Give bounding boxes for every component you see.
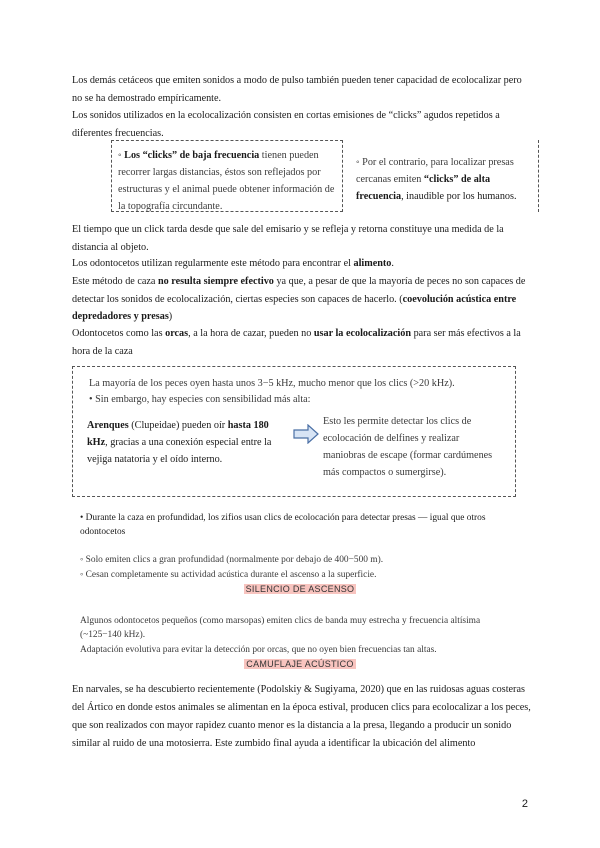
text: ) bbox=[168, 311, 173, 322]
camouflage-label-row bbox=[72, 657, 528, 672]
paragraph-food bbox=[72, 255, 532, 273]
fish-hearing-line: La mayoría de los peces oyen hasta unos 3−5 kHz, mucho menor que los clics (>20 kHz). bbox=[89, 378, 455, 389]
ascent-silence-note: ◦ Cesan completamente su actividad acústica durante el ascenso a la superficie. bbox=[80, 570, 377, 580]
porpoise-note: Algunos odontocetos pequeños (como marsopas) emiten clics de banda muy estrecha y frecuencia altísima (~125−140 kHz). bbox=[80, 616, 481, 640]
bullet: ◦ bbox=[118, 150, 122, 161]
text: para ser más efectivos a la hora de la caza bbox=[72, 328, 521, 357]
bold-term: alimento bbox=[353, 258, 392, 269]
bold-term: coevolución acústica entre depredadores y presas bbox=[72, 293, 517, 322]
silence-label-row bbox=[72, 582, 528, 597]
herring-text bbox=[87, 417, 283, 468]
escape-text: Esto les permite detectar los clics de ecolocación de delfines y realizar maniobras de escape (formar cardúmenes más compactos o sumergirse). bbox=[323, 416, 493, 478]
deep-clicks-note: ◦ Solo emiten clics a gran profundidad (normalmente por debajo de 400−500 m). bbox=[80, 555, 384, 565]
paragraph-method-effectiveness bbox=[72, 273, 532, 326]
high-frequency-box bbox=[352, 140, 539, 212]
bold-term: usar la ecolocalización bbox=[313, 328, 412, 339]
bold-term: orcas bbox=[165, 328, 189, 339]
right-arrow-icon bbox=[293, 424, 319, 444]
acoustic-camouflage-label: CAMUFLAJE ACÚSTICO bbox=[246, 659, 354, 669]
text: (Clupeidae) pueden oír bbox=[128, 420, 228, 431]
high-frequency-note: , inaudible por los humanos. bbox=[401, 191, 517, 202]
page-number: 2 bbox=[521, 798, 528, 810]
paragraph-narwhals: En narvales, se ha descubierto recientemente (Podolskiy & Sugiyama, 2020) que en las ruidosas aguas costeras del Ártico en donde estos animales se alimentan en la época estival, producen clics para ecolocalizar a los peces, que son realizados con mayor rapidez cuanto menor es la distancia a la presa, llegando a producir un sonido similar al ruido de una motosierra. Este zumbido final ayuda a identificar la ubicación del alimento bbox=[72, 684, 531, 749]
evolutionary-adaptation-note: Adaptación evolutiva para evitar la detección por orcas, que no oyen bien frecuencias tan altas. bbox=[80, 645, 437, 655]
low-frequency-term: Los “clicks” de baja frecuencia bbox=[124, 150, 260, 161]
bold-term: no resulta siempre efectivo bbox=[158, 276, 274, 287]
silence-ascent-label: SILENCIO DE ASCENSO bbox=[245, 584, 355, 594]
bullet: ◦ bbox=[356, 157, 360, 168]
low-frequency-description: tienen pueden recorrer largas distancias, éstos son reflejados por estructuras y el animal puede obtener información de la topografía circundante. bbox=[118, 150, 335, 212]
herring-term: Arenques bbox=[87, 420, 129, 431]
frequency-term: hasta 180 kHz bbox=[87, 420, 269, 448]
text: Odontocetos como las bbox=[72, 328, 166, 339]
text: Los odontocetos utilizan regularmente este método para encontrar el bbox=[72, 258, 354, 269]
text: , gracias a una conexión especial entre la vejiga natatoria y el oído interno. bbox=[87, 437, 272, 465]
high-frequency-term: “clicks” de alta frecuencia bbox=[356, 174, 491, 202]
text: , a la hora de cazar, pueden no bbox=[188, 328, 314, 339]
text: . bbox=[391, 258, 394, 269]
paragraph-click-sounds: Los sonidos utilizados en la ecolocalización consisten en cortas emisiones de “clicks” agudos repetidos a diferentes frecuencias. bbox=[72, 110, 500, 139]
text: Este método de caza bbox=[72, 276, 158, 287]
text: ya que, a pesar de que la mayoría de peces no son capaces de detectar los sonidos de ecolocalización, ciertas especies son capaces de hacerlo. ( bbox=[72, 276, 526, 305]
low-frequency-box bbox=[111, 140, 343, 212]
beaked-whale-note: • Durante la caza en profundidad, los zifios usan clics de ecolocación para detectar presas — igual que otros odontocetos bbox=[80, 513, 486, 537]
high-frequency-text bbox=[356, 154, 534, 205]
high-frequency-intro: Por el contrario, para localizar presas cercanas emiten bbox=[356, 157, 514, 185]
low-frequency-text bbox=[118, 147, 336, 215]
paragraph-ecolocation-other-cetaceans: Los demás cetáceos que emiten sonidos a modo de pulso también pueden tener capacidad de ecolocalizar pero no se ha demostrado empíricamente. bbox=[72, 75, 522, 104]
paragraph-orcas bbox=[72, 325, 532, 360]
sensitive-species-line: • Sin embargo, hay especies con sensibilidad más alta: bbox=[89, 394, 311, 405]
paragraph-click-distance: El tiempo que un click tarda desde que sale del emisario y se refleja y retorna constituye una medida de la distancia al objeto. bbox=[72, 224, 504, 253]
